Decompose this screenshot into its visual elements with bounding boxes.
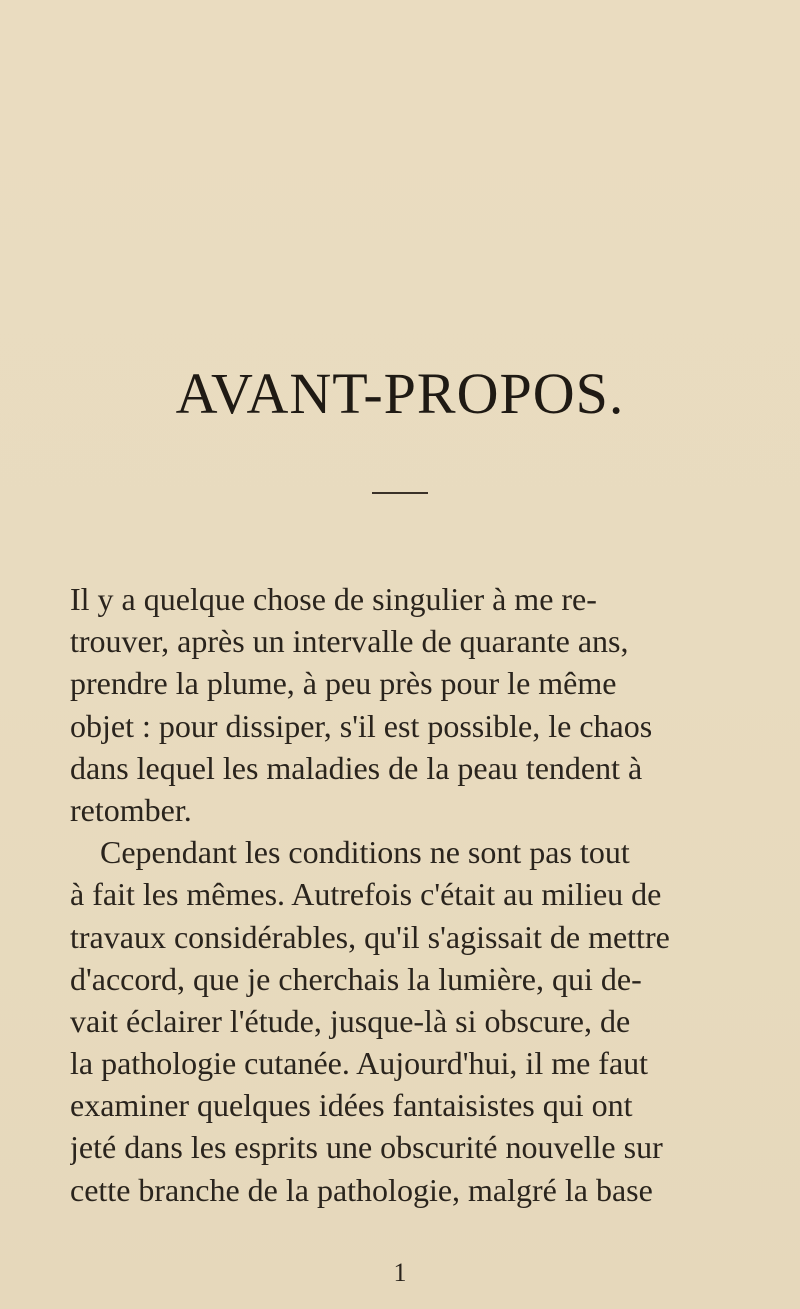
page-title: AVANT-PROPOS. [175,361,625,426]
page-number: 1 [393,1258,407,1287]
text-line: examiner quelques idées fantaisistes qui ont [70,1087,633,1124]
text-line: d'accord, que je cherchais la lumière, qui de- [70,960,642,997]
text-line: vait éclairer l'étude, jusque-là si obscure, de [70,1002,631,1039]
title-divider [372,492,428,494]
text-line: Cependant les conditions ne sont pas tout [100,834,630,871]
text-line: Il y a quelque chose de singulier à me re- [70,581,597,617]
text-line: trouver, après un intervalle de quarante ans, [70,623,629,660]
text-line: à fait les mêmes. Autrefois c'était au milieu de [70,876,662,913]
text-line: travaux considérables, qu'il s'agissait de mettre [70,918,670,955]
text-line: la pathologie cutanée. Aujourd'hui, il me faut [70,1045,649,1082]
text-line: objet : pour dissiper, s'il est possible, le chaos [70,707,653,744]
text-line: prendre la plume, à peu près pour le même [70,665,617,702]
text-line: cette branche de la pathologie, malgré la base [70,1171,653,1208]
body-text [70,578,730,1211]
text-line: jeté dans les esprits une obscurité nouvelle sur [70,1129,663,1166]
text-line: retomber. [70,791,192,828]
text-line: dans lequel les maladies de la peau tendent à [70,749,643,786]
